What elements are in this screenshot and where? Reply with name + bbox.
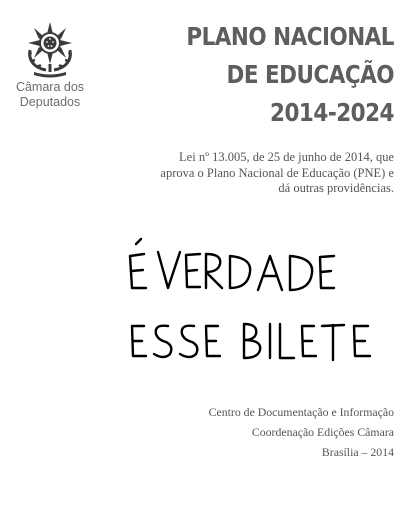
title-line3: 2014-2024	[270, 98, 394, 127]
law-line1: Lei nº 13.005, de 25 de junho de 2014, que	[179, 150, 394, 164]
publisher-line2: Coordenação Edições Câmara	[251, 425, 394, 439]
publisher-line1: Centro de Documentação e Informação	[208, 405, 394, 419]
title-line2: DE EDUCAÇÃO	[226, 60, 394, 89]
brazil-coat-of-arms-icon	[22, 20, 78, 78]
title-line1: PLANO NACIONAL	[186, 22, 394, 51]
chamber-name-line2: Deputados	[19, 95, 81, 109]
chamber-logo	[8, 20, 92, 110]
handwritten-note	[120, 230, 396, 370]
chamber-name-line1: Câmara dos	[15, 80, 85, 94]
publisher-line3: Brasília – 2014	[321, 445, 394, 459]
law-line2: aprova o Plano Nacional de Educação (PNE) e	[160, 165, 394, 180]
law-description	[124, 150, 394, 197]
chamber-name	[8, 80, 92, 110]
law-line3: dá outras providências.	[278, 181, 394, 195]
document-title	[114, 18, 394, 132]
publisher-info	[134, 402, 394, 462]
